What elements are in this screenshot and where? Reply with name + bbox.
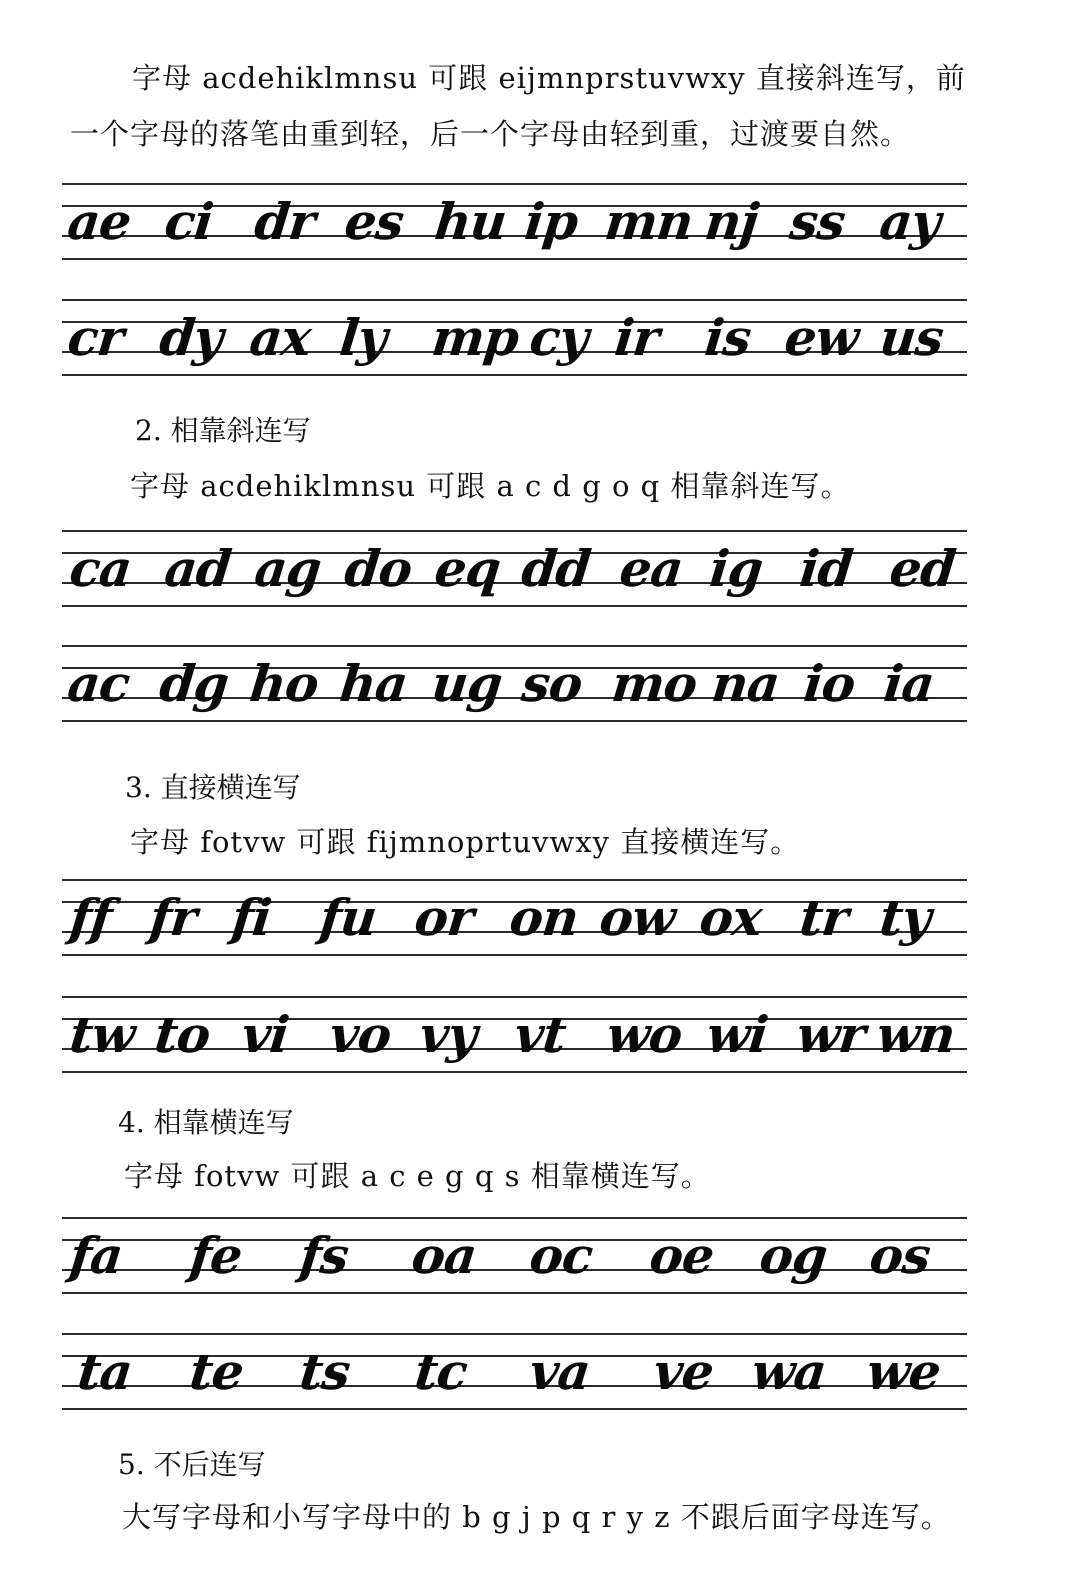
- letter-pair: tw: [66, 1005, 138, 1064]
- letter-pair: es: [341, 192, 407, 251]
- letter-pair: ac: [64, 654, 132, 713]
- letter-pair: ir: [611, 308, 662, 367]
- letter-pair: os: [866, 1226, 933, 1285]
- letter-pair: wr: [793, 1005, 868, 1064]
- letter-pair: ed: [886, 539, 958, 598]
- section-3-rule: 字母 fotvw 可跟 fijmnoprtuvwxy 直接横连写。: [130, 825, 801, 859]
- letter-pair: cy: [526, 308, 591, 367]
- letter-pair: fu: [316, 888, 380, 947]
- letter-pair: ty: [876, 888, 934, 947]
- letter-pair: to: [151, 1005, 213, 1064]
- writing-staff-s1-r1: [62, 183, 967, 259]
- letter-pair: ag: [251, 539, 324, 598]
- letter-pair: dd: [518, 539, 594, 598]
- letter-pair: vt: [511, 1005, 569, 1064]
- letter-pair: ad: [161, 539, 234, 598]
- section-2-rule: 字母 acdehiklmnsu 可跟 a c d g o q 相靠斜连写。: [130, 469, 851, 503]
- letter-pair: or: [411, 888, 476, 947]
- letter-pair: ig: [706, 539, 766, 598]
- writing-staff-s2-r2: [62, 645, 967, 721]
- letter-pair: wn: [873, 1005, 958, 1064]
- letter-pair: vi: [238, 1005, 292, 1064]
- letter-pair: ug: [428, 654, 505, 713]
- letter-pair: nj: [701, 192, 761, 251]
- letter-pair: do: [341, 539, 415, 598]
- letter-pair: ts: [296, 1342, 353, 1401]
- letter-pair: ip: [521, 192, 581, 251]
- letter-pair: ho: [246, 654, 321, 713]
- letter-pair: na: [708, 654, 782, 713]
- letter-pair: oe: [646, 1226, 717, 1285]
- letter-pair: we: [863, 1342, 944, 1401]
- letter-pair: mn: [601, 192, 696, 251]
- letter-pair: on: [506, 888, 581, 947]
- letter-pair: dg: [156, 654, 232, 713]
- letter-pair: id: [796, 539, 856, 598]
- intro-line-2: 一个字母的落笔由重到轻，后一个字母由轻到重，过渡要自然。: [70, 117, 911, 151]
- letter-pair: ia: [880, 654, 937, 713]
- intro-line-1: 字母 acdehiklmnsu 可跟 eijmnprstuvwxy 直接斜连写，前: [132, 61, 966, 95]
- letter-pair: so: [518, 654, 585, 713]
- letter-pair: ve: [650, 1342, 717, 1401]
- letter-pair: fs: [296, 1226, 351, 1285]
- letter-pair: ss: [786, 192, 848, 251]
- writing-staff-s3-r1: [62, 879, 967, 955]
- letter-pair: eq: [431, 539, 503, 598]
- letter-pair: fa: [66, 1226, 126, 1285]
- section-4-rule: 字母 fotvw 可跟 a c e g q s 相靠横连写。: [124, 1159, 711, 1193]
- letter-pair: ta: [74, 1342, 135, 1401]
- section-5-heading: 5. 不后连写: [118, 1448, 266, 1481]
- letter-pair: va: [526, 1342, 593, 1401]
- letter-pair: ow: [596, 888, 678, 947]
- letter-pair: ax: [246, 308, 314, 367]
- letter-pair: ay: [876, 192, 943, 251]
- writing-staff-s3-r2: [62, 996, 967, 1072]
- letter-pair: ae: [64, 192, 134, 251]
- writing-staff-s4-r2: [62, 1333, 967, 1409]
- section-5-rule: 大写字母和小写字母中的 b g j p q r y z 不跟后面字母连写。: [122, 1500, 951, 1534]
- letter-pair: wo: [603, 1005, 685, 1064]
- letter-pair: hu: [431, 192, 509, 251]
- letter-pair: ha: [336, 654, 410, 713]
- section-3-heading: 3. 直接横连写: [125, 771, 301, 804]
- writing-staff-s1-r2: [62, 299, 967, 375]
- letter-pair: ly: [336, 308, 390, 367]
- letter-pair: ox: [696, 888, 765, 947]
- letter-pair: ea: [616, 539, 686, 598]
- letter-pair: wi: [703, 1005, 771, 1064]
- letter-pair: is: [701, 308, 754, 367]
- writing-staff-s4-r1: [62, 1217, 967, 1293]
- letter-pair: ew: [781, 308, 862, 367]
- letter-pair: wa: [748, 1342, 829, 1401]
- section-2-heading: 2. 相靠斜连写: [135, 414, 311, 447]
- letter-pair: mo: [608, 654, 700, 713]
- letter-pair: og: [756, 1226, 830, 1285]
- letter-pair: vy: [416, 1005, 480, 1064]
- letter-pair: cr: [64, 308, 126, 367]
- writing-staff-s2-r1: [62, 530, 967, 606]
- letter-pair: fr: [146, 888, 200, 947]
- letter-pair: tr: [796, 888, 851, 947]
- letter-pair: te: [186, 1342, 247, 1401]
- letter-pair: oc: [526, 1226, 595, 1285]
- letter-pair: dr: [251, 192, 318, 251]
- section-4-heading: 4. 相靠横连写: [118, 1106, 294, 1139]
- letter-pair: ca: [66, 539, 134, 598]
- letter-pair: mp: [428, 308, 522, 367]
- letter-pair: dy: [156, 308, 226, 367]
- letter-pair: io: [800, 654, 858, 713]
- letter-pair: vo: [326, 1005, 394, 1064]
- letter-pair: ff: [66, 888, 115, 947]
- letter-pair: fi: [228, 888, 274, 947]
- letter-pair: ci: [161, 192, 216, 251]
- letter-pair: fe: [186, 1226, 245, 1285]
- letter-pair: oa: [408, 1226, 479, 1285]
- letter-pair: tc: [411, 1342, 470, 1401]
- letter-pair: us: [876, 308, 946, 367]
